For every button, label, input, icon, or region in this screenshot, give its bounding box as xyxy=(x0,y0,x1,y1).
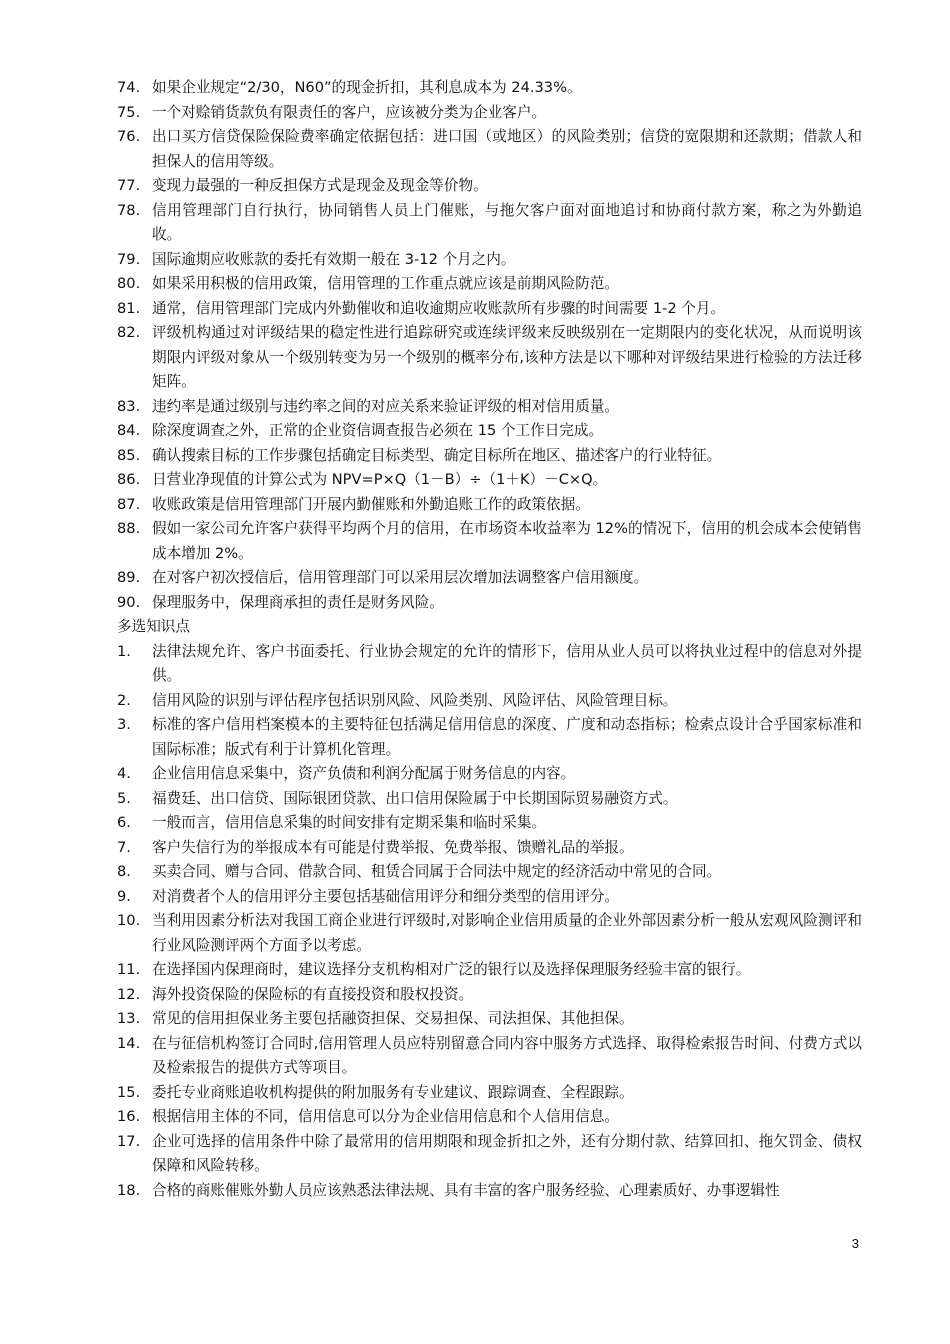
item-text: 福费廷、出口信贷、国际银团贷款、出口信用保险属于中长期国际贸易融资方式。 xyxy=(152,789,678,807)
item-number: 16. xyxy=(117,1108,141,1125)
list-item xyxy=(117,689,862,714)
item-number: 4. xyxy=(117,765,131,782)
item-number: 15. xyxy=(117,1083,141,1101)
multi-choice-list xyxy=(117,640,862,1204)
list-item xyxy=(117,1179,862,1204)
list-item xyxy=(117,860,862,885)
item-text: 日营业净现值的计算公式为 NPV=P×Q（1－B）÷（1＋K）－C×Q。 xyxy=(152,471,608,488)
item-text: 违约率是通过级别与违约率之间的对应关系来验证评级的相对信用质量。 xyxy=(152,397,620,415)
item-number: 14. xyxy=(117,1034,141,1052)
item-text: 假如一家公司允许客户获得平均两个月的信用，在市场资本收益率为 12%的情况下，信用的机会成本会使销售成本增加 2%。 xyxy=(152,520,862,562)
item-number: 11. xyxy=(117,961,141,978)
list-item xyxy=(117,762,862,787)
item-number: 74. xyxy=(117,79,141,96)
list-item xyxy=(117,983,862,1008)
list-item xyxy=(117,885,862,910)
item-number: 8. xyxy=(117,863,131,880)
list-item xyxy=(117,566,862,591)
list-item xyxy=(117,1105,862,1130)
item-number: 75. xyxy=(117,103,141,121)
item-text: 对消费者个人的信用评分主要包括基础信用评分和细分类型的信用评分。 xyxy=(152,887,620,905)
item-text: 根据信用主体的不同，信用信息可以分为企业信用信息和个人信用信息。 xyxy=(152,1108,620,1125)
list-item xyxy=(117,836,862,861)
item-number: 78. xyxy=(117,201,141,219)
item-number: 81. xyxy=(117,299,141,317)
list-item xyxy=(117,787,862,812)
item-number: 77. xyxy=(117,177,141,194)
item-number: 80. xyxy=(117,275,141,292)
list-item xyxy=(117,76,862,101)
single-choice-list xyxy=(117,76,862,615)
item-text: 客户失信行为的举报成本有可能是付费举报、免费举报、馈赠礼品的举报。 xyxy=(152,838,634,856)
list-item xyxy=(117,101,862,126)
item-text: 通常，信用管理部门完成内外勤催收和追收逾期应收账款所有步骤的时间需要 1-2 个月。 xyxy=(152,299,726,317)
list-item xyxy=(117,419,862,444)
item-text: 合格的商账催账外勤人员应该熟悉法律法规、具有丰富的客户服务经验、心理素质好、办事逻辑性 xyxy=(152,1181,780,1199)
list-item xyxy=(117,713,862,762)
list-item xyxy=(117,248,862,273)
list-item xyxy=(117,272,862,297)
item-text: 信用风险的识别与评估程序包括识别风险、风险类别、风险评估、风险管理目标。 xyxy=(152,691,678,709)
item-text: 常见的信用担保业务主要包括融资担保、交易担保、司法担保、其他担保。 xyxy=(152,1010,634,1027)
item-text: 在与征信机构签订合同时,信用管理人员应特别留意合同内容中服务方式选择、取得检索报告时间、付费方式以及检索报告的提供方式等项目。 xyxy=(152,1034,862,1076)
item-text: 标准的客户信用档案模本的主要特征包括满足信用信息的深度、广度和动态指标；检索点设计合乎国家标准和国际标准；版式有利于计算机化管理。 xyxy=(152,716,862,758)
item-text: 在对客户初次授信后，信用管理部门可以采用层次增加法调整客户信用额度。 xyxy=(152,569,649,586)
list-item xyxy=(117,395,862,420)
item-text: 委托专业商账追收机构提供的附加服务有专业建议、跟踪调查、全程跟踪。 xyxy=(152,1083,634,1101)
item-number: 86. xyxy=(117,471,141,488)
list-item xyxy=(117,1081,862,1106)
item-text: 变现力最强的一种反担保方式是现金及现金等价物。 xyxy=(152,177,488,194)
item-number: 13. xyxy=(117,1010,141,1027)
item-number: 3. xyxy=(117,716,131,733)
item-number: 84. xyxy=(117,422,141,439)
item-number: 89. xyxy=(117,569,141,586)
item-text: 海外投资保险的保险标的有直接投资和股权投资。 xyxy=(152,985,474,1003)
item-number: 2. xyxy=(117,691,131,709)
item-text: 如果企业规定“2/30，N60”的现金折扣，其利息成本为 24.33%。 xyxy=(152,79,582,96)
item-number: 83. xyxy=(117,397,141,415)
item-text: 信用管理部门自行执行，协同销售人员上门催账，与拖欠客户面对面地追讨和协商付款方案，称之为外勤追收。 xyxy=(152,201,862,243)
item-number: 6. xyxy=(117,814,131,831)
section-heading-multi: 多选知识点 xyxy=(117,618,190,635)
item-number: 79. xyxy=(117,250,141,268)
list-item xyxy=(117,958,862,983)
list-item xyxy=(117,1032,862,1081)
list-item xyxy=(117,297,862,322)
page-number: 3 xyxy=(851,1236,859,1251)
item-number: 85. xyxy=(117,446,141,464)
list-item xyxy=(117,174,862,199)
list-item xyxy=(117,199,862,248)
item-text: 保理服务中，保理商承担的责任是财务风险。 xyxy=(152,593,444,611)
list-item xyxy=(117,640,862,689)
item-number: 12. xyxy=(117,985,141,1003)
item-text: 如果采用积极的信用政策，信用管理的工作重点就应该是前期风险防范。 xyxy=(152,275,620,292)
list-item xyxy=(117,1130,862,1179)
list-item xyxy=(117,125,862,174)
item-number: 17. xyxy=(117,1132,141,1150)
list-item xyxy=(117,493,862,518)
item-text: 出口买方信贷保险保险费率确定依据包括：进口国（或地区）的风险类别；信贷的宽限期和还款期；借款人和担保人的信用等级。 xyxy=(152,128,862,170)
list-item xyxy=(117,909,862,958)
item-number: 82. xyxy=(117,324,141,341)
item-text: 企业可选择的信用条件中除了最常用的信用期限和现金折扣之外，还有分期付款、结算回扣、拖欠罚金、债权保障和风险转移。 xyxy=(152,1132,862,1174)
item-number: 7. xyxy=(117,838,131,856)
list-item xyxy=(117,1007,862,1032)
item-number: 88. xyxy=(117,520,141,537)
item-text: 收账政策是信用管理部门开展内勤催账和外勤追账工作的政策依据。 xyxy=(152,495,590,513)
list-item xyxy=(117,517,862,566)
item-text: 法律法规允许、客户书面委托、行业协会规定的允许的情形下，信用从业人员可以将执业过程中的信息对外提供。 xyxy=(152,642,862,684)
item-number: 10. xyxy=(117,912,141,929)
item-text: 评级机构通过对评级结果的稳定性进行追踪研究或连续评级来反映级别在一定期限内的变化状况，从而说明该期限内评级对象从一个级别转变为另一个级别的概率分布,该种方法是以下哪种对评级结果进行检验的方法迁移矩阵。 xyxy=(152,324,862,390)
item-text: 买卖合同、赠与合同、借款合同、租赁合同属于合同法中规定的经济活动中常见的合同。 xyxy=(152,863,722,880)
item-number: 90. xyxy=(117,593,141,611)
item-text: 除深度调查之外，正常的企业资信调查报告必须在 15 个工作日完成。 xyxy=(152,422,604,439)
item-number: 18. xyxy=(117,1181,141,1199)
item-text: 当利用因素分析法对我国工商企业进行评级时,对影响企业信用质量的企业外部因素分析一般从宏观风险测评和行业风险测评两个方面予以考虑。 xyxy=(152,912,862,954)
item-text: 一个对赊销货款负有限责任的客户，应该被分类为企业客户。 xyxy=(152,103,547,121)
item-number: 76. xyxy=(117,128,141,145)
item-number: 1. xyxy=(117,642,131,660)
document-body xyxy=(117,76,862,1203)
list-item xyxy=(117,811,862,836)
item-text: 确认搜索目标的工作步骤包括确定目标类型、确定目标所在地区、描述客户的行业特征。 xyxy=(152,446,722,464)
item-number: 5. xyxy=(117,789,131,807)
list-item xyxy=(117,444,862,469)
item-text: 在选择国内保理商时，建议选择分支机构相对广泛的银行以及选择保理服务经验丰富的银行。 xyxy=(152,961,751,978)
list-item xyxy=(117,591,862,616)
item-text: 企业信用信息采集中，资产负债和利润分配属于财务信息的内容。 xyxy=(152,765,576,782)
item-text: 一般而言，信用信息采集的时间安排有定期采集和临时采集。 xyxy=(152,814,547,831)
list-item xyxy=(117,321,862,395)
item-number: 9. xyxy=(117,887,131,905)
item-number: 87. xyxy=(117,495,141,513)
item-text: 国际逾期应收账款的委托有效期一般在 3-12 个月之内。 xyxy=(152,250,516,268)
list-item xyxy=(117,468,862,493)
